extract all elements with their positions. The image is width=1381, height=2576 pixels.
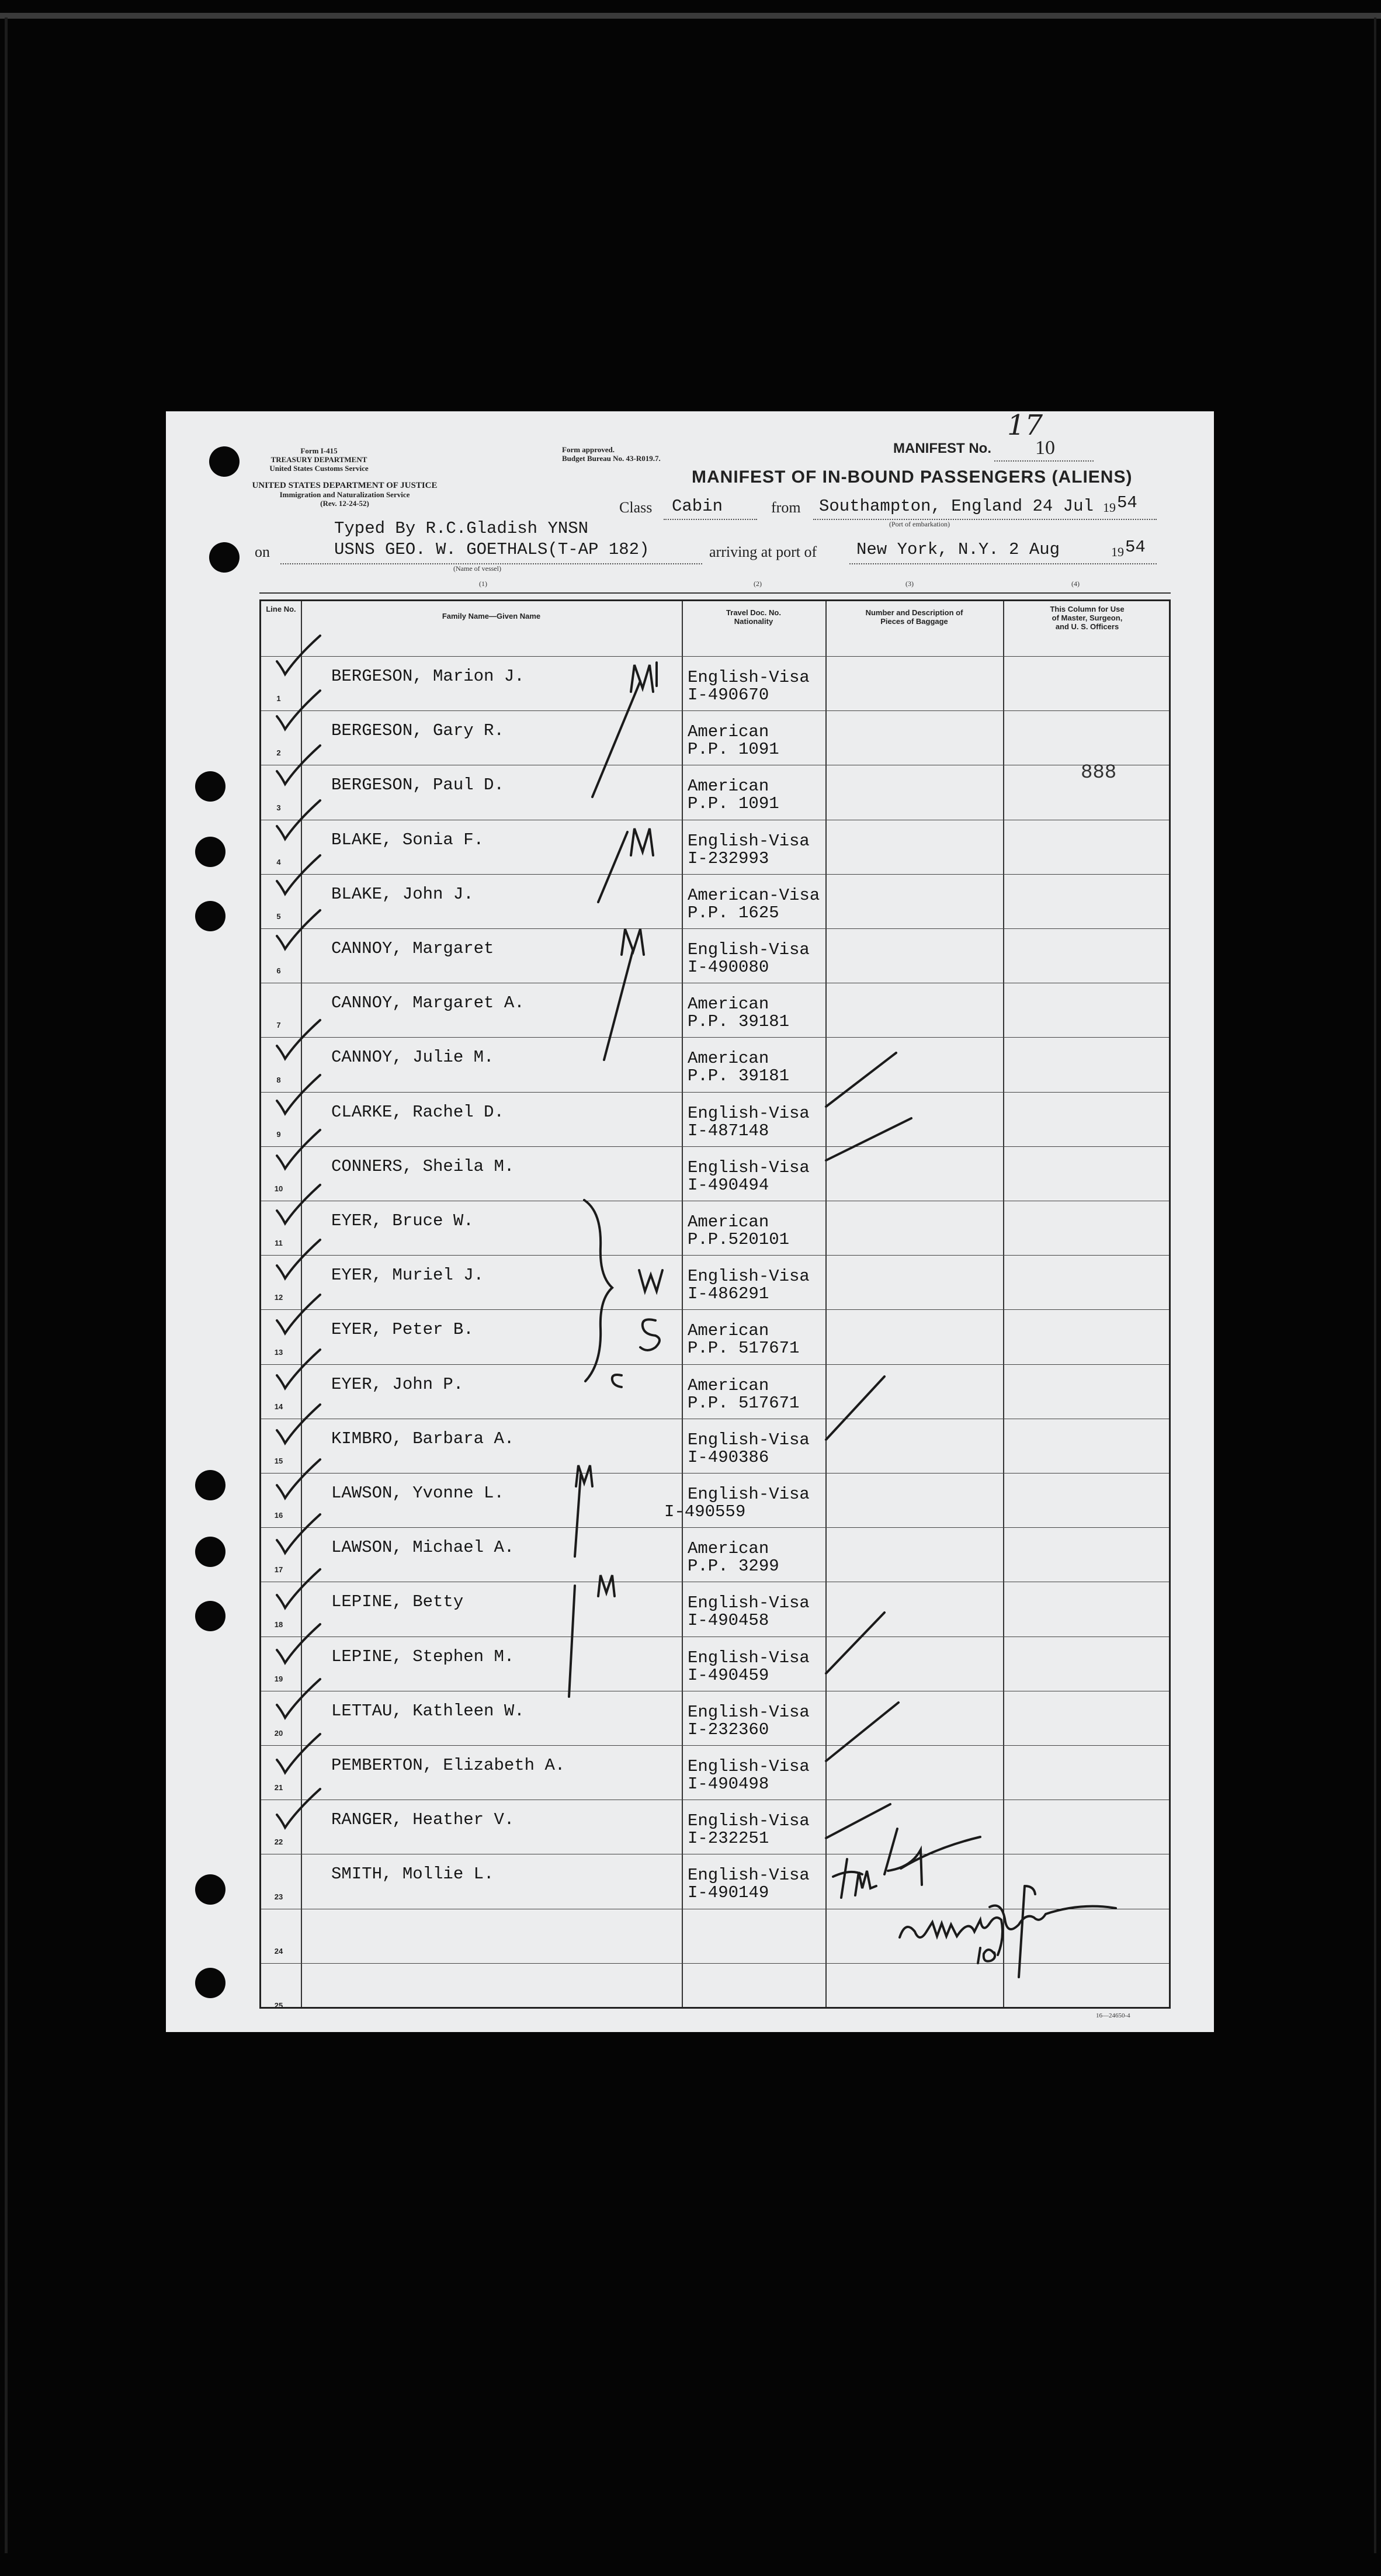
class-value: Cabin — [672, 497, 723, 516]
nationality: American — [688, 776, 769, 796]
nationality: English-Visa — [688, 1103, 810, 1123]
line-number: 10 — [274, 1184, 283, 1193]
passenger-name: SMITH, Mollie L. — [331, 1864, 494, 1884]
from-label: from — [771, 499, 801, 516]
passenger-name: EYER, John P. — [331, 1374, 464, 1394]
line-number: 8 — [276, 1075, 281, 1084]
header-officers-1: This Column for Use — [1050, 605, 1125, 613]
doc-number: I-490670 — [688, 685, 769, 705]
check-mark — [277, 1405, 320, 1443]
line-number: 23 — [274, 1892, 283, 1901]
baggage-tick — [826, 1804, 890, 1838]
nationality: English-Visa — [688, 1702, 810, 1722]
passenger-name: LAWSON, Yvonne L. — [331, 1483, 504, 1503]
doc-number: P.P. 1091 — [688, 740, 779, 760]
line-number: 24 — [274, 1946, 283, 1956]
nationality: English-Visa — [688, 940, 810, 959]
line-number: 6 — [276, 966, 281, 976]
doc-number: I-490080 — [688, 958, 769, 977]
family-brace — [584, 1200, 612, 1381]
nationality: American-Visa — [688, 885, 820, 905]
signature — [833, 1829, 980, 1898]
doc-number: I-232251 — [688, 1829, 769, 1849]
doc-number: I-232993 — [688, 848, 769, 868]
passenger-name: BLAKE, John J. — [331, 884, 474, 904]
form-code: 16—24650-4 — [1096, 2012, 1130, 2019]
nationality: American — [688, 994, 769, 1014]
header-travel-doc-2: Nationality — [734, 617, 773, 626]
baggage-tick — [826, 1118, 911, 1160]
signature — [978, 1948, 995, 1963]
doc-number: P.P. 517671 — [688, 1393, 800, 1413]
passenger-name: CANNOY, Julie M. — [331, 1048, 494, 1067]
doc-number: P.P. 517671 — [688, 1339, 800, 1358]
budget-bureau: Budget Bureau No. 43-R019.7. — [562, 454, 661, 463]
nationality: American — [688, 1539, 769, 1559]
from-year: 54 — [1117, 493, 1137, 512]
doc-number: I-487148 — [688, 1121, 769, 1140]
baggage-tick — [826, 1053, 896, 1107]
line-number: 9 — [276, 1129, 281, 1139]
manifest-title: MANIFEST OF IN-BOUND PASSENGERS (ALIENS) — [692, 467, 1133, 487]
header-officers-2: of Master, Surgeon, — [1052, 613, 1123, 622]
group-stroke — [569, 1586, 575, 1697]
arrival-port: New York, N.Y. 2 Aug — [856, 540, 1060, 559]
check-mark — [277, 1459, 320, 1498]
group-stroke — [598, 832, 627, 902]
check-mark — [277, 1185, 320, 1223]
group-stroke — [604, 949, 633, 1060]
arriving-label: arriving at port of — [709, 543, 817, 560]
header-baggage-2: Pieces of Baggage — [880, 617, 948, 626]
nationality: English-Visa — [688, 831, 810, 851]
doc-number: I-490559 — [664, 1502, 746, 1521]
passenger-name: EYER, Muriel J. — [331, 1266, 484, 1285]
nationality: English-Visa — [688, 1157, 810, 1177]
check-mark — [277, 855, 320, 894]
header-travel-doc-1: Travel Doc. No. — [726, 608, 781, 617]
passenger-name: CANNOY, Margaret — [331, 939, 494, 958]
col3-number: (3) — [905, 580, 914, 588]
check-mark — [277, 1734, 320, 1773]
doc-number: P.P. 1091 — [688, 794, 779, 814]
nationality: English-Visa — [688, 1648, 810, 1667]
header-name: Family Name—Given Name — [442, 612, 541, 620]
line-number: 14 — [274, 1402, 283, 1411]
initial-s — [640, 1319, 660, 1350]
passenger-name: EYER, Bruce W. — [331, 1211, 474, 1230]
line-number: 2 — [276, 748, 281, 758]
passenger-name: CONNERS, Sheila M. — [331, 1156, 515, 1176]
vessel-name: USNS GEO. W. GOETHALS(T-AP 182) — [334, 540, 650, 559]
doc-number: I-232360 — [688, 1719, 769, 1739]
initial-m — [631, 663, 657, 692]
row3-stamp: 888 — [1081, 762, 1117, 784]
baggage-tick — [826, 1613, 884, 1673]
check-mark — [277, 746, 320, 784]
passenger-name: RANGER, Heather V. — [331, 1810, 515, 1830]
nationality: American — [688, 1375, 769, 1395]
line-number: 11 — [275, 1239, 283, 1248]
justice-department: UNITED STATES DEPARTMENT OF JUSTICE — [252, 481, 438, 490]
manifest-number: 10 — [1035, 437, 1055, 459]
line-number: 7 — [276, 1021, 281, 1030]
doc-number: P.P.520101 — [688, 1230, 790, 1249]
line-number: 19 — [274, 1674, 283, 1683]
check-mark — [277, 1789, 320, 1828]
baggage-tick — [826, 1377, 884, 1440]
from-year-prefix: 19 — [1103, 500, 1116, 515]
on-label: on — [255, 543, 270, 560]
passenger-name: BERGESON, Gary R. — [331, 721, 504, 741]
doc-number: I-490494 — [688, 1175, 769, 1195]
line-number: 20 — [274, 1729, 283, 1738]
handwritten-marks — [166, 411, 1214, 2032]
passenger-name: PEMBERTON, Elizabeth A. — [331, 1756, 565, 1775]
initial-m — [631, 828, 653, 855]
line-number: 17 — [274, 1565, 283, 1575]
passenger-name: BLAKE, Sonia F. — [331, 830, 484, 850]
doc-number: I-490459 — [688, 1665, 769, 1685]
nationality: American — [688, 1212, 769, 1232]
manifest-page — [166, 411, 1214, 2032]
vessel-caption: (Name of vessel) — [453, 564, 501, 573]
passenger-name: LETTAU, Kathleen W. — [331, 1701, 525, 1721]
nationality: English-Visa — [688, 1430, 810, 1450]
line-number: 1 — [276, 694, 281, 703]
initial-s — [612, 1375, 622, 1387]
nationality: American — [688, 1321, 769, 1341]
header-line-no: Line No. — [266, 605, 296, 613]
passenger-name: BERGESON, Paul D. — [331, 775, 504, 795]
doc-number: I-490498 — [688, 1774, 769, 1794]
check-mark — [277, 1075, 320, 1114]
doc-number: P.P. 3299 — [688, 1556, 779, 1576]
line-number: 13 — [274, 1347, 283, 1357]
line-number: 16 — [274, 1511, 283, 1520]
initial-m — [598, 1575, 615, 1596]
col2-number: (2) — [754, 580, 762, 588]
nationality: English-Visa — [688, 1866, 810, 1885]
doc-number: P.P. 39181 — [688, 1012, 790, 1032]
check-mark — [277, 1514, 320, 1553]
baggage-tick — [826, 1703, 898, 1761]
passenger-name: KIMBRO, Barbara A. — [331, 1429, 515, 1448]
passenger-name: LEPINE, Stephen M. — [331, 1646, 515, 1666]
line-number: 22 — [274, 1837, 283, 1847]
passenger-name: LAWSON, Michael A. — [331, 1538, 515, 1558]
nationality: American — [688, 1049, 769, 1069]
arrival-year-prefix: 19 — [1111, 545, 1124, 559]
check-mark — [277, 1679, 320, 1718]
passenger-name: LEPINE, Betty — [331, 1592, 464, 1612]
typed-by: Typed By R.C.Gladish YNSN — [334, 519, 589, 538]
port-caption: (Port of embarkation) — [889, 520, 950, 528]
nationality: American — [688, 722, 769, 742]
check-mark — [277, 800, 320, 839]
treasury-department: TREASURY DEPARTMENT — [270, 455, 367, 464]
line-number: 15 — [274, 1457, 283, 1465]
check-mark — [277, 636, 320, 674]
col1-number: (1) — [479, 580, 487, 588]
line-number: 4 — [276, 857, 281, 866]
col4-number: (4) — [1071, 580, 1080, 588]
nationality: English-Visa — [688, 1757, 810, 1776]
arrival-year: 54 — [1125, 538, 1146, 557]
signature — [1019, 1886, 1035, 1977]
passenger-name: EYER, Peter B. — [331, 1320, 474, 1340]
nationality: English-Visa — [688, 1485, 810, 1504]
scan-right-edge — [1374, 18, 1376, 2553]
initial-m — [622, 929, 644, 955]
signature — [990, 1906, 1116, 1930]
customs-service: United States Customs Service — [269, 464, 369, 473]
group-stroke — [592, 681, 640, 797]
manifest-label: MANIFEST No. — [893, 441, 991, 456]
line-number: 18 — [274, 1620, 283, 1629]
check-mark — [277, 1624, 320, 1663]
doc-number: P.P. 39181 — [688, 1066, 790, 1086]
passenger-name: CANNOY, Margaret A. — [331, 993, 525, 1013]
passenger-name: CLARKE, Rachel D. — [331, 1102, 504, 1122]
class-label: Class — [619, 499, 653, 516]
passenger-name: BERGESON, Marion J. — [331, 667, 525, 686]
scan-top-bar — [0, 13, 1381, 19]
nationality: English-Visa — [688, 668, 810, 687]
form-number: Form I-415 — [300, 446, 338, 455]
scan-left-edge — [5, 18, 8, 2553]
check-mark — [277, 1240, 320, 1278]
check-mark — [277, 1295, 320, 1333]
nationality: English-Visa — [688, 1593, 810, 1613]
line-number: 21 — [274, 1783, 283, 1793]
check-mark — [277, 1130, 320, 1169]
line-number: 3 — [276, 803, 281, 812]
initial-m — [576, 1465, 592, 1486]
ins-service: Immigration and Naturalization Service — [279, 490, 410, 499]
line-number: 5 — [276, 912, 281, 921]
doc-number: I-490149 — [688, 1883, 769, 1903]
check-mark — [277, 910, 320, 949]
doc-number: I-486291 — [688, 1284, 769, 1304]
line-number: 25 — [274, 2001, 283, 2010]
check-mark — [277, 1569, 320, 1608]
nationality: English-Visa — [688, 1811, 810, 1831]
line-number: 12 — [274, 1293, 283, 1302]
form-approved: Form approved. — [562, 445, 615, 454]
manifest-number-handwritten: 17 — [1007, 411, 1043, 442]
header-officers-3: and U. S. Officers — [1055, 622, 1119, 631]
doc-number: I-490386 — [688, 1447, 769, 1467]
doc-number: P.P. 1625 — [688, 903, 779, 923]
form-revision: (Rev. 12-24-52) — [320, 499, 369, 508]
from-value: Southampton, England 24 Jul — [819, 497, 1094, 516]
check-mark — [277, 1020, 320, 1059]
check-mark — [277, 691, 320, 729]
initial-w — [639, 1270, 662, 1291]
doc-number: I-490458 — [688, 1611, 769, 1631]
nationality: English-Visa — [688, 1267, 810, 1287]
check-mark — [277, 1350, 320, 1388]
header-baggage-1: Number and Description of — [865, 608, 963, 617]
